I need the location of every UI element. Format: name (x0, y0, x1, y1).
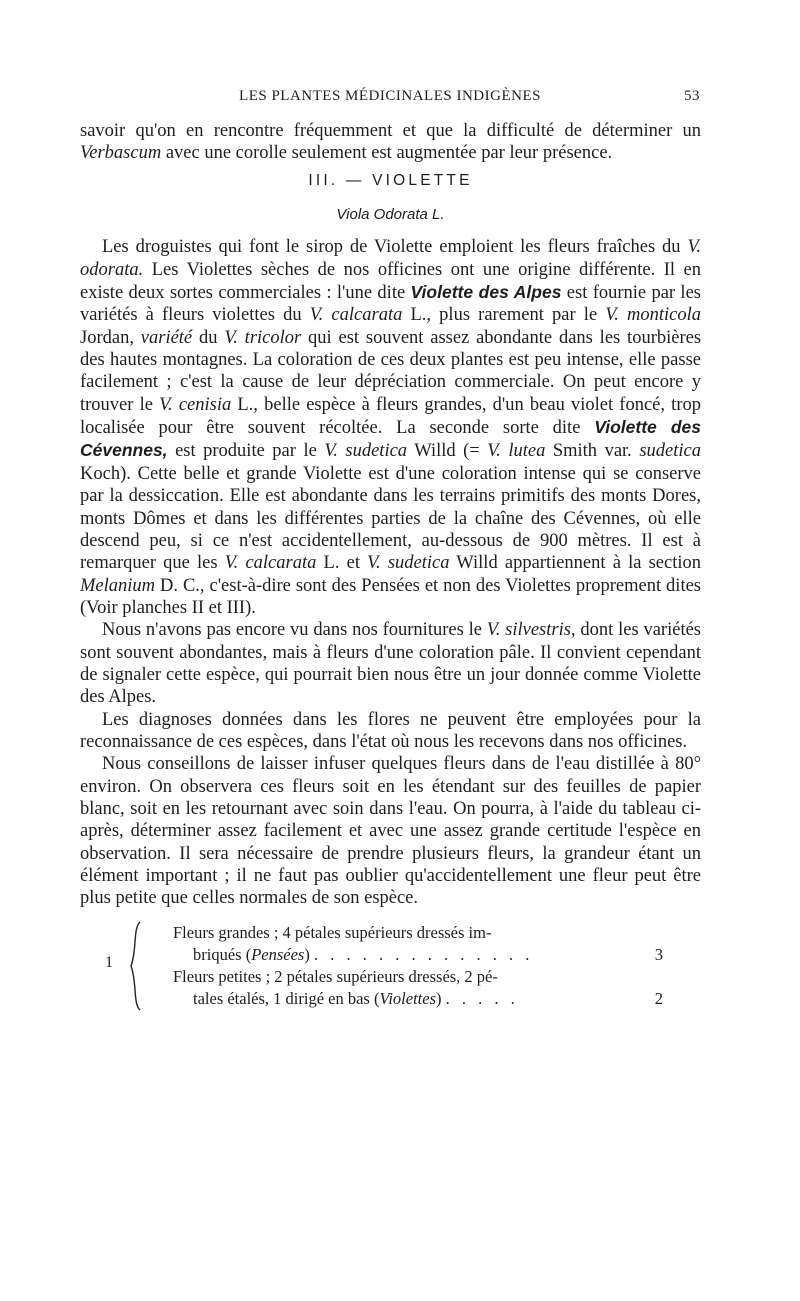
key-entry-line (173, 944, 663, 966)
section-title: III. — VIOLETTE (308, 171, 473, 189)
text-run: L., belle espèce à fleurs grandes, d'un beau violet foncé, trop localisée pour être souvent récoltée. La seconde sorte dite (80, 394, 701, 439)
text-run: dont les variétés sont souvent abondantes, mais à fleurs d'une coloration pâle. Il convient cependant de signaler cette espèce, qui pourrait bien nous être un jour donnée comme Violette des Alpes. (80, 620, 701, 708)
key-entry-violettes (173, 966, 663, 1010)
bold-term-violette-alpes: Violette des Alpes (410, 282, 562, 303)
key-entry-line: Fleurs grandes ; 4 pétales supérieurs dressés im- (173, 922, 492, 942)
italic-term: V. monticola (605, 305, 701, 326)
italic-term: Melanium (80, 575, 156, 596)
italic-term: V. sudetica (324, 441, 408, 462)
bold-term-violette-cevennes: Violette des Cévennes, (80, 417, 702, 461)
italic-term: V. calcarata (309, 305, 403, 326)
text-run: Les droguistes qui font le sirop de Violette emploient les fleurs fraîches du (102, 237, 688, 258)
leader-dots: . . . . . (445, 988, 519, 1008)
italic-term: V. odorata. (80, 237, 701, 280)
text-run: est produite par le (167, 441, 325, 462)
text-run: Koch). Cette belle et grande Violette est d'une coloration intense qui se conserve par la dessiccation. Elle est abondante dans les terrains primitifs des monts Dores, monts Dômes et dans les différentes parties de la chaîne des Cévennes, où elle descend peu, si ce n'est accidentellement, au-dessous de 900 mètres. Il est à remarquer que les (80, 463, 701, 574)
text-run: L., plus rarement par le (402, 305, 606, 326)
leader-dots: . . . . . . . . . . . . . . (313, 944, 534, 964)
body-text (80, 120, 701, 1010)
key-entry-line: Fleurs petites ; 2 pétales supérieurs dressés, 2 pé- (173, 966, 498, 986)
italic-term: Verbascum (80, 143, 162, 164)
paragraph-diagnoses: Les diagnoses données dans les flores ne peuvent être employées pour la reconnaissance de ces espèces, dans l'état où nous les recevons dans nos officines. (80, 709, 701, 752)
text-run: savoir qu'on en rencontre fréquemment et que la difficulté de déterminer un (80, 121, 701, 141)
text-run: Les Violettes sèches de nos officines ont une origine différente. Il en existe deux sortes commerciales : l'une dite (80, 259, 701, 304)
running-title: LES PLANTES MÉDICINALES INDIGÈNES (239, 88, 541, 104)
page-header (80, 88, 700, 108)
key-number: 1 (105, 953, 113, 971)
key-entries (173, 922, 663, 1010)
italic-term: V. silvestris, (486, 620, 576, 641)
text-run: L. et (316, 553, 368, 574)
key-lead-number: 2 (654, 988, 663, 1008)
key-entry-line (173, 988, 663, 1010)
text-run: Willd appartiennent à la section (449, 553, 701, 574)
paragraph-silvestris (80, 619, 701, 708)
italic-term: Pensées (251, 944, 305, 964)
brace-icon (128, 920, 142, 1012)
identification-key (80, 922, 701, 1010)
paragraph-continued (80, 120, 701, 165)
italic-term: V. calcarata (224, 553, 317, 574)
italic-term: Violettes (379, 988, 436, 1008)
text-run: avec une corolle seulement est augmentée par leur présence. (161, 143, 613, 164)
italic-term: V. sudetica (367, 553, 450, 574)
text-run: qui est souvent assez abondante dans les tourbières des hautes montagnes. La coloration de ces deux plantes est peu intense, elle passe facilement ; c'est la cause de leur dépréciation commerciale. On peut encore y trouver le (80, 327, 702, 415)
species-title: Viola Odorata L. (336, 206, 445, 224)
text-run: du (192, 327, 225, 348)
text-run: tales étalés, 1 dirigé en bas ( (193, 988, 380, 1008)
text-run: briqués ( (193, 944, 252, 964)
italic-term: variété (140, 327, 193, 348)
italic-term: sudetica (639, 441, 701, 462)
paragraph-droguistes (80, 236, 701, 619)
text-run: est fournie par les variétés à fleurs violettes du (80, 283, 701, 326)
page-number: 53 (684, 88, 700, 104)
text-run: ) (304, 944, 310, 964)
text-run: Smith var. (545, 441, 640, 462)
text-run: Nous n'avons pas encore vu dans nos fournitures le (102, 620, 487, 641)
text-run: D. C., c'est-à-dire sont des Pensées et non des Violettes proprement dites (Voir planches II et III). (80, 575, 701, 618)
italic-term: V. tricolor (224, 327, 302, 348)
italic-term: V. lutea (487, 441, 546, 462)
text-run: Jordan, (80, 327, 141, 348)
italic-term: V. cenisia (159, 394, 232, 415)
text-run: Willd (= (407, 441, 488, 462)
paragraph-infusion: Nous conseillons de laisser infuser quelques fleurs dans de l'eau distillée à 80° environ. On observera ces fleurs soit en les étendant sur des feuilles de papier blanc, soit en les retournant avec soin dans l'eau. On pourra, à l'aide du tableau ci-après, déterminer assez facilement et avec une assez grande certitude l'espèce en observation. Il sera nécessaire de prendre plusieurs fleurs, la grandeur étant un élément important ; il ne faut pas oublier qu'accidentellement une fleur peut être plus petite que celles normales de son espèce. (80, 754, 701, 909)
key-lead-number: 3 (654, 944, 663, 964)
key-entry-pensees (173, 922, 663, 966)
text-run: ) (436, 988, 442, 1008)
